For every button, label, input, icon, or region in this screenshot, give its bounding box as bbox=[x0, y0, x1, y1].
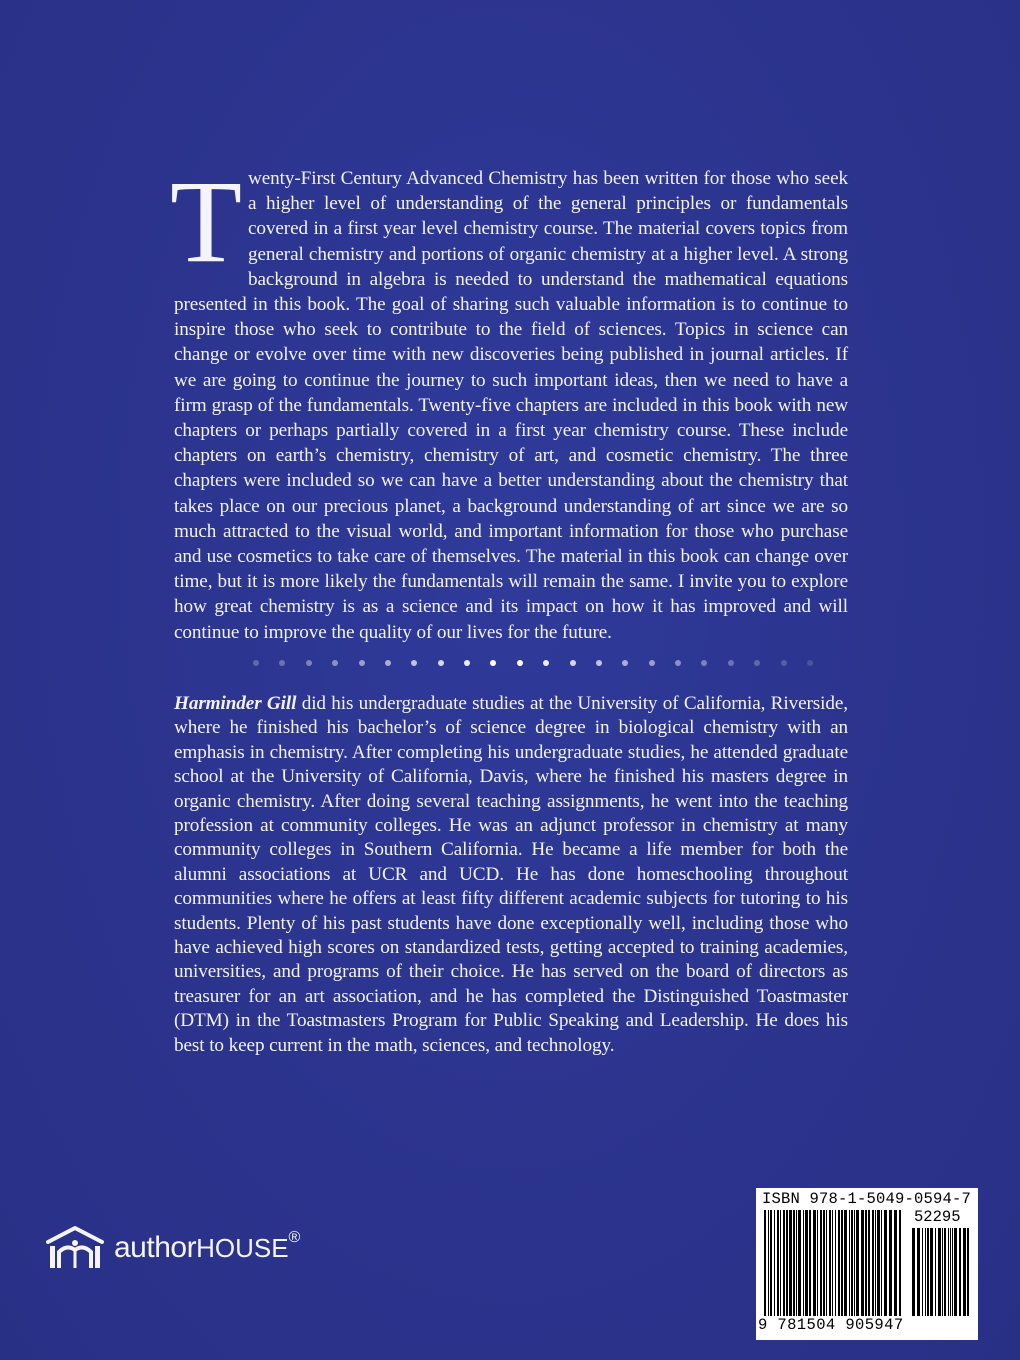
barcode-bar bbox=[856, 1210, 859, 1316]
publisher-name-part2: HOUSE bbox=[196, 1233, 289, 1263]
barcode-bar bbox=[774, 1210, 775, 1316]
barcode-bar bbox=[826, 1210, 827, 1316]
barcode-bar bbox=[948, 1228, 949, 1316]
barcode-bar bbox=[917, 1228, 920, 1316]
author-bio-text: did his undergraduate studies at the University of California, Riverside, where he finished his bachelor’s of science degree in biological chemistry with an emphasis in chemistry. After completing his undergraduate studies, he attended graduate school at the University of California, Davis, where he finished his masters degree in organic chemistry. After doing several teaching assignments, he went into the teaching profession at community colleges. He was an adjunct professor in chemistry at many community colleges in Southern California. He became a life member for both the alumni associations at UCR and UCD. He has done homeschooling throughout communities where he offers at least fifty different academic subjects for tutoring to his students. Plenty of his past students have done exceptionally well, including those who have achieved high scores on standardized tests, getting accepted to training academies, universities, and programs of their choice. He has served on the board of directors as treasurer for an art association, and he has completed the Distinguished Toastmaster (DTM) in the Toastmasters Program for Public Speaking and Leadership. He does his best to keep current in the math, sciences, and technology. bbox=[174, 693, 848, 1056]
price-code: 52295 bbox=[914, 1208, 961, 1226]
divider-dot bbox=[306, 660, 312, 666]
barcode-bar bbox=[817, 1210, 818, 1316]
divider-dot bbox=[781, 660, 787, 666]
divider-dot bbox=[649, 660, 655, 666]
divider-dot bbox=[385, 660, 391, 666]
barcode-bar bbox=[805, 1210, 808, 1316]
barcode-bar bbox=[894, 1210, 897, 1316]
barcode-bar bbox=[938, 1228, 941, 1316]
barcode-bar bbox=[889, 1210, 892, 1316]
barcode-bar bbox=[967, 1228, 969, 1316]
barcode-bar bbox=[783, 1210, 785, 1316]
barcode-bar bbox=[952, 1228, 953, 1316]
barcode-bar bbox=[865, 1210, 867, 1316]
divider-dot bbox=[517, 660, 523, 666]
barcode-bar bbox=[813, 1210, 816, 1316]
dot-divider bbox=[253, 658, 813, 668]
barcode-bar bbox=[868, 1210, 870, 1316]
divider-dot bbox=[543, 660, 549, 666]
barcode-bar bbox=[823, 1210, 825, 1316]
barcode-bar bbox=[798, 1210, 801, 1316]
barcode-bar bbox=[841, 1210, 843, 1316]
barcode-bar bbox=[777, 1210, 779, 1316]
barcode-bar bbox=[835, 1210, 836, 1316]
barcode-bar bbox=[854, 1210, 855, 1316]
barcode-bar bbox=[829, 1210, 831, 1316]
barcode-bar bbox=[768, 1210, 769, 1316]
divider-dot bbox=[359, 660, 365, 666]
divider-dot bbox=[411, 660, 417, 666]
barcode-bar bbox=[820, 1210, 822, 1316]
authorhouse-logo-icon bbox=[44, 1224, 106, 1272]
barcode-bar bbox=[935, 1228, 936, 1316]
barcode-bar bbox=[881, 1210, 882, 1316]
book-description-text: wenty-First Century Advanced Chemistry has been written for those who seek a higher level of understanding of the general principles or fundamentals covered in a first year level chemistry course. The material covers topics from general chemistry and portions of organic chemistry at a higher level. A strong background in algebra is needed to understand the mathematical equations presented in this book. The goal of sharing such valuable information is to continue to inspire those who seek to contribute to the field of sciences. Topics in science can change or evolve over time with new discoveries being published in journal articles. If we are going to continue the journey to such important ideas, then we need to have a firm grasp of the fundamentals. Twenty-five chapters are included in this book with new chapters or perhaps partially covered in a first year chemistry course. These include chapters on earth’s chemistry, chemistry of art, and cosmetic chemistry. The three chapters were included so we can have a better understanding about the chemistry that takes place on our precious planet, a background understanding of art since we are so much attracted to the visual world, and important information for those who purchase and use cosmetics to take care of themselves. The material in this book can change over time, but it is more likely the fundamentals will remain the same. I invite you to explore how great chemistry is as a science and its impact on how it has improved and will continue to improve the quality of our lives for the future. bbox=[174, 168, 848, 643]
divider-dot bbox=[332, 660, 338, 666]
publisher-logo bbox=[44, 1224, 300, 1272]
barcode-bar bbox=[809, 1210, 811, 1316]
divider-dot bbox=[622, 660, 628, 666]
barcode-bar bbox=[950, 1228, 951, 1316]
publisher-name bbox=[114, 1231, 300, 1265]
divider-dot bbox=[701, 660, 707, 666]
barcode-bar bbox=[780, 1210, 781, 1316]
barcode-bar bbox=[851, 1210, 853, 1316]
barcode-bar bbox=[912, 1228, 915, 1316]
divider-dot bbox=[596, 660, 602, 666]
barcode-bar bbox=[793, 1210, 795, 1316]
barcode-bar bbox=[786, 1210, 788, 1316]
barcode-bar bbox=[954, 1228, 957, 1316]
barcode-bar bbox=[899, 1210, 901, 1316]
barcode-bar bbox=[930, 1228, 933, 1316]
isbn-barcode bbox=[756, 1188, 978, 1340]
author-bio bbox=[174, 692, 848, 1058]
barcode-bar bbox=[963, 1228, 966, 1316]
divider-dot bbox=[570, 660, 576, 666]
divider-dot bbox=[253, 660, 259, 666]
book-description bbox=[170, 156, 848, 645]
barcode-bar bbox=[942, 1228, 943, 1316]
divider-dot bbox=[464, 660, 470, 666]
divider-dot bbox=[438, 660, 444, 666]
barcode-bar bbox=[832, 1210, 833, 1316]
barcode-bar bbox=[927, 1228, 929, 1316]
barcode-bar bbox=[877, 1210, 880, 1316]
barcode-bar bbox=[872, 1210, 874, 1316]
barcode-bar bbox=[796, 1210, 797, 1316]
barcode-bar bbox=[884, 1210, 887, 1316]
barcode-bar bbox=[803, 1210, 804, 1316]
registered-mark: ® bbox=[288, 1229, 300, 1246]
isbn-text: ISBN 978-1-5049-0594-7 bbox=[762, 1190, 972, 1208]
ean-number: 9 781504 905947 bbox=[758, 1316, 904, 1334]
price-addon-bars bbox=[912, 1228, 972, 1320]
barcode-bar bbox=[770, 1210, 772, 1316]
barcode-bar bbox=[925, 1228, 926, 1316]
barcode-bar bbox=[849, 1210, 850, 1316]
barcode-bar bbox=[838, 1210, 840, 1316]
divider-dot bbox=[490, 660, 496, 666]
barcode-bar bbox=[764, 1210, 766, 1316]
barcode-bar bbox=[844, 1210, 847, 1316]
ean-bars bbox=[764, 1210, 904, 1320]
barcode-bar bbox=[861, 1210, 864, 1316]
divider-dot bbox=[728, 660, 734, 666]
divider-dot bbox=[279, 660, 285, 666]
barcode-bar bbox=[875, 1210, 876, 1316]
publisher-name-part1: author bbox=[114, 1231, 197, 1264]
divider-dot bbox=[807, 660, 813, 666]
drop-cap: T bbox=[170, 156, 242, 287]
barcode-bar bbox=[944, 1228, 946, 1316]
barcode-bar bbox=[959, 1228, 961, 1316]
divider-dot bbox=[675, 660, 681, 666]
author-name: Harminder Gill bbox=[174, 693, 297, 714]
divider-dot bbox=[754, 660, 760, 666]
barcode-bar bbox=[922, 1228, 923, 1316]
barcode-bar bbox=[789, 1210, 792, 1316]
